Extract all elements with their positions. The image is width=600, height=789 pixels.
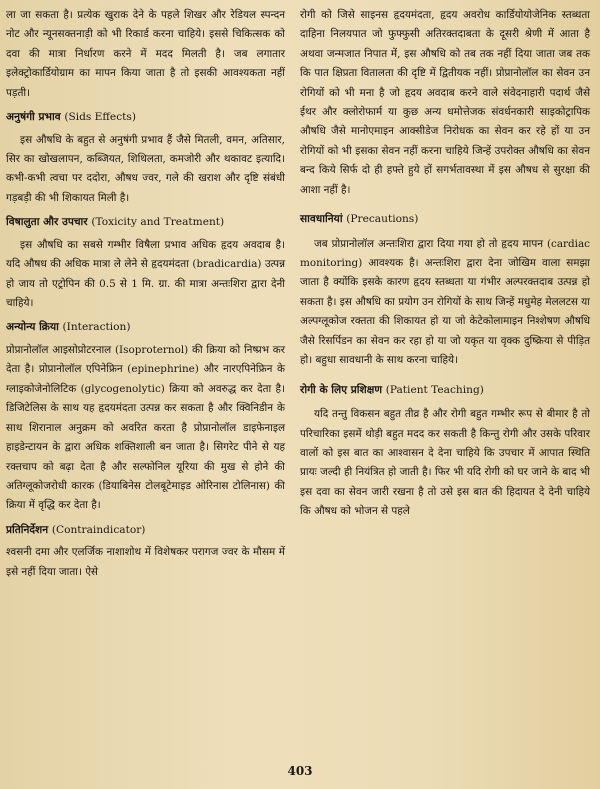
paragraph-contraindicator-continued: रोगी को जिसे साइनस हृदयमंदता, हृदय अवरोध कार्डियोयोजेनिक स्तब्धता दाहिना निलयपात जो फुफ्फुसी अतिरक्तदाबता के दूसरी श्रेणी में आता है अथवा जन्मजात निपात में, इस औषधि को तब तक नहीं दिया जाता जब तक कि पात क्षिप्रता वितालता की दृष्टि में द्वितीयक नहीं। प्रोप्रानोलॉल का सेवन उन रोगियों को भी मना है जो हृदय अवदाब करने वाले संवेदनाहारी पदार्थ जैसे ईथर और क्लोरोफार्म या कुछ अन्य धमोत्तेजक संवर्धनकारी साइकोट्रापिक औषधि जैसे मानोएमाइन आक्सीडेज निरोधक का सेवन कर रहे हों या उन रोगियों को भी इसका सेवन नहीं करना चाहिये जिन्हें उपरोक्त औषधि का सेवन बन्द किये सिर्फ दो ही हफ्ते हुये हों सगर्भतावस्था में इस औषध से सुरक्षा की आशा नहीं है। — [300, 9, 590, 196]
heading-contraindicator-hindi: प्रतिनिर्देशन — [6, 523, 49, 536]
heading-side-effects-hindi: अनुषंगी प्रभाव — [6, 111, 61, 124]
right-column — [300, 6, 590, 522]
heading-precautions-english: (Precautions) — [346, 213, 419, 226]
heading-toxicity-hindi: विषालुता और उपचार — [6, 216, 88, 229]
paragraph-patient-teaching: यदि तन्तु विकसन बहुत तीव्र है और रोगी बहुत गम्भीर रूप से बीमार है तो परिचारिका इसमें थोड़ी बहुत मदद कर सकती है किन्तु रोगी और उसके परिवार वालों को इस बात का आश्वासन दे देना चाहिये कि उपचार में आपात स्थिति प्रायः जल्दी ही नियंत्रित हो जाती है। फिर भी यदि रोगी को घर जाने के बाद भी इस दवा का सेवन जारी रखना है तो उसे इस बात की हिदायत दे देनी चाहिये कि औषध को भोजन से पहले — [300, 408, 590, 518]
heading-toxicity-english: (Toxicity and Treatment) — [91, 216, 225, 229]
heading-interaction-english: (Interaction) — [62, 321, 131, 334]
paragraph-contraindicator: श्वसनी दमा और एलर्जिक नाशाशोथ में विशेषकर परागज ज्वर के मौसम में इसे नहीं दिया जाता। ऐसे — [6, 546, 285, 578]
heading-patient-teaching-hindi: रोगी के लिए प्रशिक्षण — [300, 383, 382, 396]
heading-contraindicator-english: (Contraindicator) — [51, 523, 146, 536]
paragraph-side-effects: इस औषधि के बहुत से अनुषंगी प्रभाव हैं जैसे मितली, वमन, अतिसार, सिर का खोखलापन, कब्जियत, शिथिलता, कमजोरी और थकावट इत्यादि। कभी-कभी त्वचा पर ददोरा, औषध ज्वर, गले की खराश और दृष्टि संबंधी गड़बड़ी की भी शिकायत मिली है। — [6, 133, 285, 204]
heading-interaction-hindi: अन्योन्य क्रिया — [6, 321, 59, 334]
heading-toxicity — [6, 213, 285, 233]
page-number: 403 — [287, 764, 313, 778]
heading-side-effects — [6, 108, 285, 128]
heading-interaction — [6, 318, 285, 338]
heading-patient-teaching — [300, 381, 590, 401]
heading-contraindicator — [6, 521, 285, 541]
left-column — [6, 6, 285, 582]
paragraph-precautions: जब प्रोप्रानोलॉल अन्तःशिरा द्वारा दिया गया हो तो हृदय मापन (cardiac monitoring) आवश्यक है। अन्तःशिरा द्वारा देना जोखिम वाला समझा जाता है क्योंकि इसके कारण हृदय स्तब्धता या गंभीर अल्परक्तदाब उत्पन्न हो सकता है। इस औषधि का प्रयोग उन रोगियों के साथ जिन्हें मधुमेह मेललटस या अल्पग्लूकोज रक्तता की शिकायत हो या जो केटेकोलामाइन निश्शेषण औषधि जैसे रिसर्पिडन का सेवन कर रहा हो या जो यकृत या वृक्क दुष्क्रिया से पीड़ित हो। बहुधा सावधानी के साथ करना चाहिये। — [300, 237, 590, 367]
paragraph-dosage-monitoring: ला जा सकता है। प्रत्येक खुराक देने के पहले शिखर और रेडियल स्पन्दन नोट और न्यूनसक्तनाड़ी को भी रिकार्ड करना चाहिये। इससे चिकित्सक को दवा की मात्रा निर्धारण करने में मदद मिलती है। जब लगातार इलेक्ट्रोकार्डियोग्राम का मापन किया जाता है तो इसकी आवश्यकता नहीं पड़ती। — [6, 9, 285, 99]
paragraph-toxicity: इस औषधि का सबसे गम्भीर विषैला प्रभाव अधिक हृदय अवदाब है। यदि औषध की अधिक मात्रा ले लेने से हृदयमंदता (bradicardia) उत्पन्न हो जाय तो एट्रोपिन की 0.5 से 1 मि. ग्रा. की मात्रा अन्तःशिरा द्वारा देनी चाहिये। — [6, 238, 285, 310]
heading-side-effects-english: (Sids Effects) — [64, 111, 136, 124]
heading-patient-teaching-english: (Patient Teaching) — [385, 383, 484, 396]
heading-precautions — [300, 210, 590, 230]
paragraph-interaction: प्रोप्रानोलॉल आइसोप्रोटरनाल (Isoproternol) की क्रिया को निष्प्रभ कर देता है। प्रोप्रानोलॉल एपिनेफ्रिन (epinephrine) और नारएपिनेफ्रिन के ग्लाइकोजेनोलिटिक (glycogenolytic) क्रिया को अवरुद्ध कर देता है। डिजिटेलिस के साथ यह हृदयमंदता उत्पन्न कर सकता है और क्विनिडीन के साथ शिरानाल अनुक्रम को अवरित करता है प्रोप्रानोलॉल डाइफेनाइल हाइडेन्टायन के द्वारा अधिक शक्तिशाली बन जाता है। सिगरेट पीने से यह रक्तचाप को बढ़ा देता है और सल्फोनिल यूरिया की मुख से होने की अतिग्लूकोजरोधी कारक (डियाबिनेस टोलबूटेमाइड ओरिनास टोलिनास) की क्रिया में वृद्धि कर देता है। — [6, 344, 285, 512]
heading-precautions-hindi: सावधानियां — [300, 213, 343, 226]
